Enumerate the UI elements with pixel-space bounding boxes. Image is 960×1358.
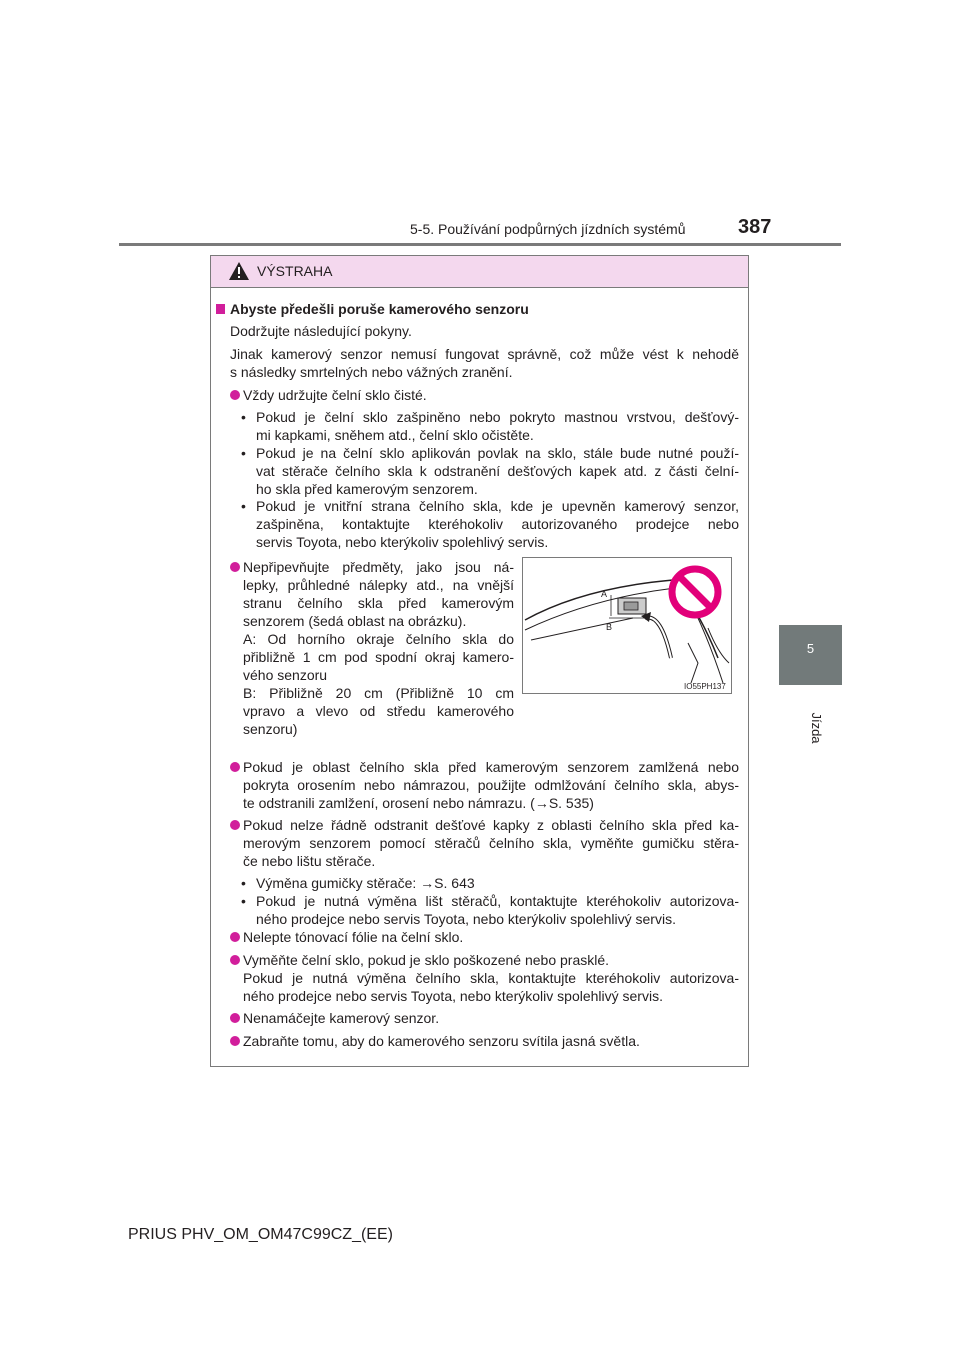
chapter-label: Jízda xyxy=(809,712,824,744)
warning-header xyxy=(211,256,748,288)
heading-square-icon xyxy=(216,304,225,314)
bullet-line: B: Přibližně 20 cm (Přibližně 10 cm xyxy=(243,685,514,701)
figure-label-b: B xyxy=(606,622,613,632)
bullet-line: vpravo a vlevo od středu kamerového xyxy=(243,703,514,719)
bullet-line: Vyměňte čelní sklo, pokud je sklo poškozené nebo prasklé. xyxy=(243,952,610,968)
warning-title: VÝSTRAHA xyxy=(257,263,333,279)
chapter-tab xyxy=(779,625,842,685)
bullet-icon xyxy=(230,932,240,942)
bullet-text: Vždy udržujte čelní sklo čisté. xyxy=(243,387,427,403)
bullet-line: te odstranili zamlžení, orosení nebo námrazu. (→S. 535) xyxy=(243,795,594,811)
bullet-line: stranu čelního skla před kamerovým xyxy=(243,595,514,611)
chapter-number: 5 xyxy=(806,641,815,656)
bullet-icon xyxy=(230,955,240,965)
bullet-icon xyxy=(230,390,240,400)
bullet-line: ného prodejce nebo servis Toyota, nebo kterýkoliv spolehlivý servis. xyxy=(243,988,663,1004)
sub-bullet-line: vat stěrače čelního skla k odstranění dešťových kapek atd. z části čelní- xyxy=(256,463,739,479)
bullet-line: Pokud je nutná výměna čelního skla, kontaktujte kteréhokoliv autorizova- xyxy=(243,970,739,986)
bullet-line: Pokud nelze řádně odstranit dešťové kapky z oblasti čelního skla před ka- xyxy=(243,817,739,833)
bullet-icon xyxy=(230,562,240,572)
sub-bullet-dot: • xyxy=(241,875,246,891)
bullet-line: lepky, průhledné nálepky atd., na vnější xyxy=(243,577,514,593)
page-number: 387 xyxy=(738,216,772,238)
sub-bullet-line: Pokud je vnitřní strana čelního skla, kde je upevněn kamerový senzor, xyxy=(256,498,739,514)
intro-line: Jinak kamerový senzor nemusí fungovat správně, což může vést k nehodě xyxy=(230,346,739,362)
bullet-line: Nepřipevňujte předměty, jako jsou ná- xyxy=(243,559,514,575)
header-rule xyxy=(119,243,841,246)
bullet-text: Nelepte tónovací fólie na čelní sklo. xyxy=(243,929,464,945)
bullet-icon xyxy=(230,762,240,772)
sub-bullet-dot: • xyxy=(241,445,246,461)
sub-bullet-line: mi kapkami, sněhem atd., čelní sklo očistěte. xyxy=(256,427,534,443)
bullet-line: Pokud je oblast čelního skla před kamerovým senzorem zamlžená nebo xyxy=(243,759,739,775)
bullet-icon xyxy=(230,1036,240,1046)
figure-label-a: A xyxy=(601,589,608,599)
bullet-line: senzorem (šedá oblast na obrázku). xyxy=(243,613,467,629)
bullet-text: Zabraňte tomu, aby do kamerového senzoru svítila jasná světla. xyxy=(243,1033,640,1049)
bullet-line: merovým senzorem pomocí stěračů čelního skla, vyměňte gumičku stěra- xyxy=(243,835,739,851)
bullet-text: Nenamáčejte kamerový senzor. xyxy=(243,1010,440,1026)
section-title: 5-5. Používání podpůrných jízdních systémů xyxy=(410,221,686,237)
bullet-line: če nebo lištu stěrače. xyxy=(243,853,376,869)
sub-bullet-line: ného prodejce nebo servis Toyota, nebo kterýkoliv spolehlivý servis. xyxy=(256,911,676,927)
intro-text: Dodržujte následující pokyny. xyxy=(230,323,412,339)
sub-bullet-line: ho skla před kamerovým senzorem. xyxy=(256,481,478,497)
intro-line: s následky smrtelných nebo vážných zranění. xyxy=(230,364,513,380)
windshield-drawing xyxy=(523,558,731,693)
sub-bullet-line: servis Toyota, nebo kterýkoliv spolehlivý servis. xyxy=(256,534,549,550)
sub-bullet-line: Pokud je čelní sklo zašpiněno nebo pokryto mastnou vrstvou, dešťový- xyxy=(256,409,739,425)
bullet-line: senzoru) xyxy=(243,721,298,737)
sub-bullet-dot: • xyxy=(241,893,246,909)
bullet-line: A: Od horního okraje čelního skla do xyxy=(243,631,514,647)
sub-bullet-line: Pokud je nutná výměna lišt stěračů, kontaktujte kteréhokoliv autorizova- xyxy=(256,893,739,909)
sub-bullet-line: Pokud je na čelní sklo aplikován povlak na sklo, stále bude nutné použí- xyxy=(256,445,739,461)
bullet-icon xyxy=(230,820,240,830)
sub-bullet-dot: • xyxy=(241,409,246,425)
warning-triangle-icon xyxy=(229,262,249,280)
sub-bullet-dot: • xyxy=(241,498,246,514)
bullet-icon xyxy=(230,1013,240,1023)
bullet-line: vého senzoru xyxy=(243,667,328,683)
sub-bullet-line: Výměna gumičky stěrače: →S. 643 xyxy=(256,875,475,891)
sub-bullet-line: zašpiněna, kontaktujte kteréhokoliv autorizovaného prodejce nebo xyxy=(256,516,739,532)
figure-code: IO55PH137 xyxy=(684,682,726,691)
document-code: PRIUS PHV_OM_OM47C99CZ_(EE) xyxy=(128,1226,393,1243)
bullet-line: pokryta orosením nebo námrazou, použijte odmlžování čelního skla, abys- xyxy=(243,777,739,793)
warning-heading: Abyste předešli poruše kamerového senzoru xyxy=(230,301,529,317)
bullet-line: přibližně 1 cm pod spodní okraj kamero- xyxy=(243,649,514,665)
windshield-illustration xyxy=(522,557,732,694)
